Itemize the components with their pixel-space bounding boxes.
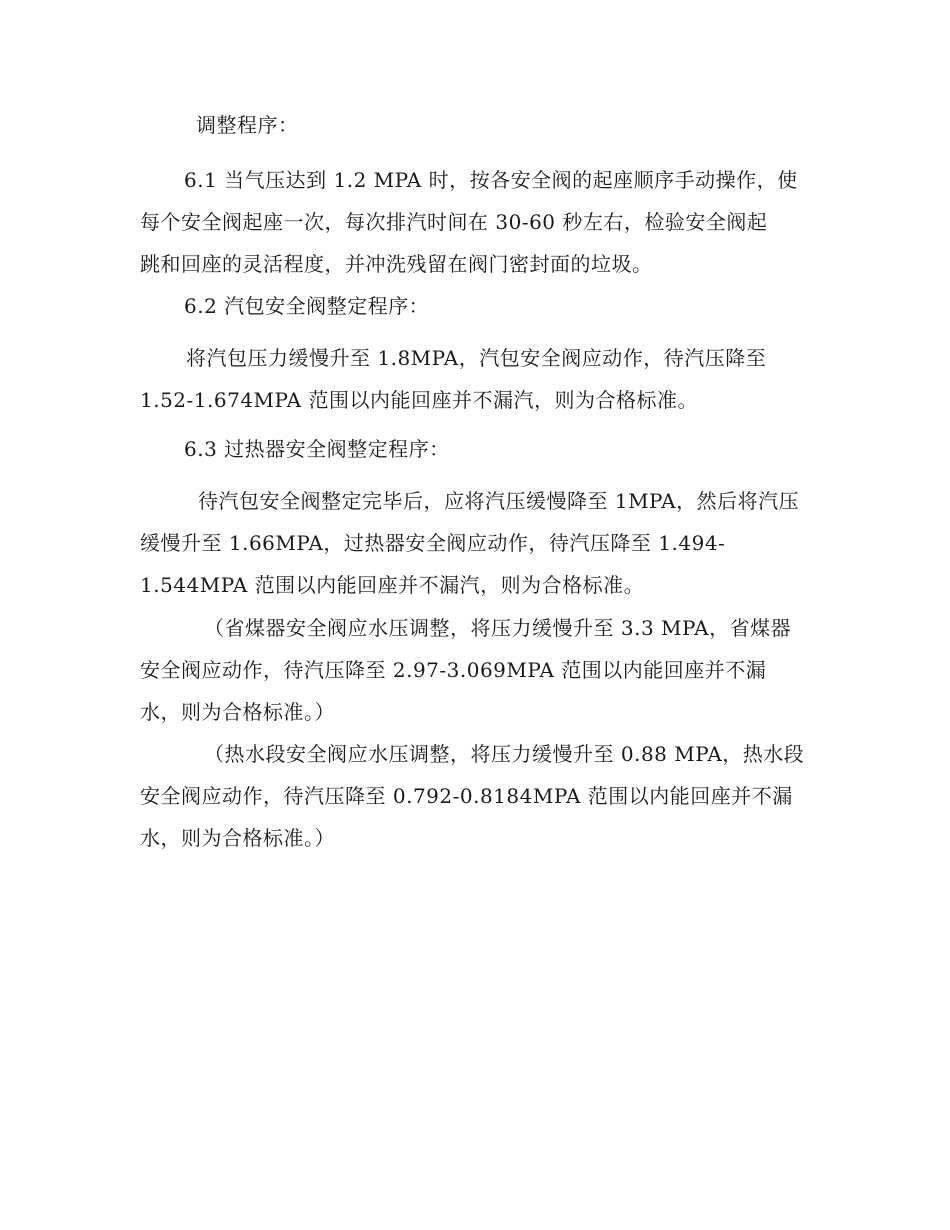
paragraph-6-3 xyxy=(140,480,820,606)
paragraph-line: 水，则为合格标准。） xyxy=(140,826,335,850)
section-heading-6-3 xyxy=(140,428,820,470)
section-heading-adjustment xyxy=(140,104,820,146)
paragraph-economizer xyxy=(140,607,820,733)
paragraph-line: 安全阀应动作，待汽压降至 2.97-3.069MPA 范围以内能回座并不漏 xyxy=(140,658,767,682)
section-heading-6-2 xyxy=(140,285,820,327)
paragraph-hot-water-section xyxy=(140,733,820,859)
paragraph-line: （热水段安全阀应水压调整，将压力缓慢升至 0.88 MPA，热水段 xyxy=(204,742,805,766)
paragraph-line: 6.1 当气压达到 1.2 MPA 时，按各安全阀的起座顺序手动操作，使 xyxy=(184,168,798,192)
heading-text: 6.2 汽包安全阀整定程序： xyxy=(184,294,430,318)
paragraph-line: 安全阀应动作，待汽压降至 0.792-0.8184MPA 范围以内能回座并不漏 xyxy=(140,784,793,808)
paragraph-line: 1.544MPA 范围以内能回座并不漏汽，则为合格标准。 xyxy=(140,573,645,597)
paragraph-line: 缓慢升至 1.66MPA，过热器安全阀应动作，待汽压降至 1.494- xyxy=(140,531,726,555)
paragraph-line: 待汽包安全阀整定完毕后，应将汽压缓慢降至 1MPA，然后将汽压 xyxy=(198,489,800,513)
paragraph-6-2 xyxy=(140,337,820,421)
paragraph-line: 将汽包压力缓慢升至 1.8MPA，汽包安全阀应动作，待汽压降至 xyxy=(186,346,767,370)
paragraph-line: 每个安全阀起座一次，每次排汽时间在 30-60 秒左右，检验安全阀起 xyxy=(140,210,768,234)
heading-text: 调整程序： xyxy=(196,113,299,137)
paragraph-line: （省煤器安全阀应水压调整，将压力缓慢升至 3.3 MPA，省煤器 xyxy=(204,616,792,640)
paragraph-line: 跳和回座的灵活程度，并冲洗残留在阀门密封面的垃圾。 xyxy=(140,252,653,276)
heading-text: 6.3 过热器安全阀整定程序： xyxy=(184,437,450,461)
paragraph-line: 水，则为合格标准。） xyxy=(140,700,335,724)
paragraph-line: 1.52-1.674MPA 范围以内能回座并不漏汽，则为合格标准。 xyxy=(140,388,698,412)
paragraph-6-1 xyxy=(140,159,820,285)
